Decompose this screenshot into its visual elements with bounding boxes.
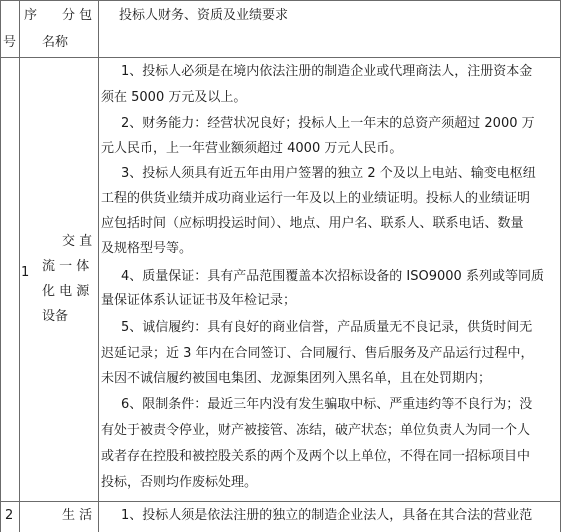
requirement-line: 有处于被责令停业，财产被接管、冻结，破产状态；单位负责人为同一个人 xyxy=(101,423,531,438)
header-package-line1: 分 包 xyxy=(62,8,93,23)
requirement-line: 元人民币，上一年营业额须超过 4000 万元人民币。 xyxy=(101,141,403,156)
row-package-line: 设备 xyxy=(42,309,69,324)
requirement-line: 或者存在控股和被控股关系的两个及两个以上单位，不得在同一招标项目中 xyxy=(101,449,531,464)
table-border-top xyxy=(0,0,561,1)
requirement-line: 应包括时间（应标明投运时间）、地点、用户名、联系人、联系电话、数量 xyxy=(101,216,524,231)
column-divider-seq xyxy=(19,0,20,532)
requirement-line: 未因不诚信履约被国电集团、龙源集团列入黑名单，且在处罚期内； xyxy=(101,371,492,386)
requirement-line: 投标，否则均作废标处理。 xyxy=(101,475,258,490)
requirement-line: 6、限制条件：最近三年内没有发生骗取中标、严重违约等不良行为；没 xyxy=(121,397,533,412)
column-divider-pkg xyxy=(98,0,99,532)
row-package-line: 化 电 源 xyxy=(42,284,90,299)
requirement-line: 5、诚信履约：具有良好的商业信誉，产品质量无不良记录，供货时间无 xyxy=(121,320,533,335)
row-package-line: 生 活 xyxy=(62,508,93,523)
row-package-line: 交 直 xyxy=(62,234,93,249)
requirement-line: 工程的供货业绩并成功商业运行一年及以上的业绩证明。投标人的业绩证明 xyxy=(101,191,531,206)
header-package-line2: 名称 xyxy=(42,35,69,50)
row-seq: 2 xyxy=(5,508,14,523)
requirement-line: 4、质量保证：具有产品范围覆盖本次招标设备的 ISO9000 系列或等同质 xyxy=(121,269,544,284)
requirement-line: 及规格型号等。 xyxy=(101,241,193,256)
header-seq-line2: 号 xyxy=(3,35,17,50)
requirement-line: 1、投标人必须是在境内依法注册的制造企业或代理商法人，注册资本金 xyxy=(121,64,533,79)
header-requirements: 投标人财务、资质及业绩要求 xyxy=(119,8,289,23)
requirement-line: 2、财务能力：经营状况良好；投标人上一年末的总资产须超过 2000 万 xyxy=(121,116,535,131)
requirement-line: 量保证体系认证证书及年检记录； xyxy=(101,293,297,308)
row-package-line: 流 一 体 xyxy=(42,259,90,274)
table-border-left xyxy=(0,0,1,532)
requirement-line: 3、投标人须具有近五年由用户签署的独立 2 个及以上电站、输变电枢纽 xyxy=(121,166,536,181)
header-divider xyxy=(0,57,561,58)
row-divider xyxy=(0,501,561,502)
header-seq-line1: 序 xyxy=(24,8,38,23)
row-seq: 1 xyxy=(21,265,30,280)
requirement-line: 迟延记录；近 3 年内在合同签订、合同履行、售后服务及产品运行过程中， xyxy=(101,346,534,361)
requirement-line: 1、投标人须是依法注册的独立的制造企业法人，具备在其合法的营业范 xyxy=(121,508,533,523)
requirement-line: 须在 5000 万元及以上。 xyxy=(101,90,247,105)
